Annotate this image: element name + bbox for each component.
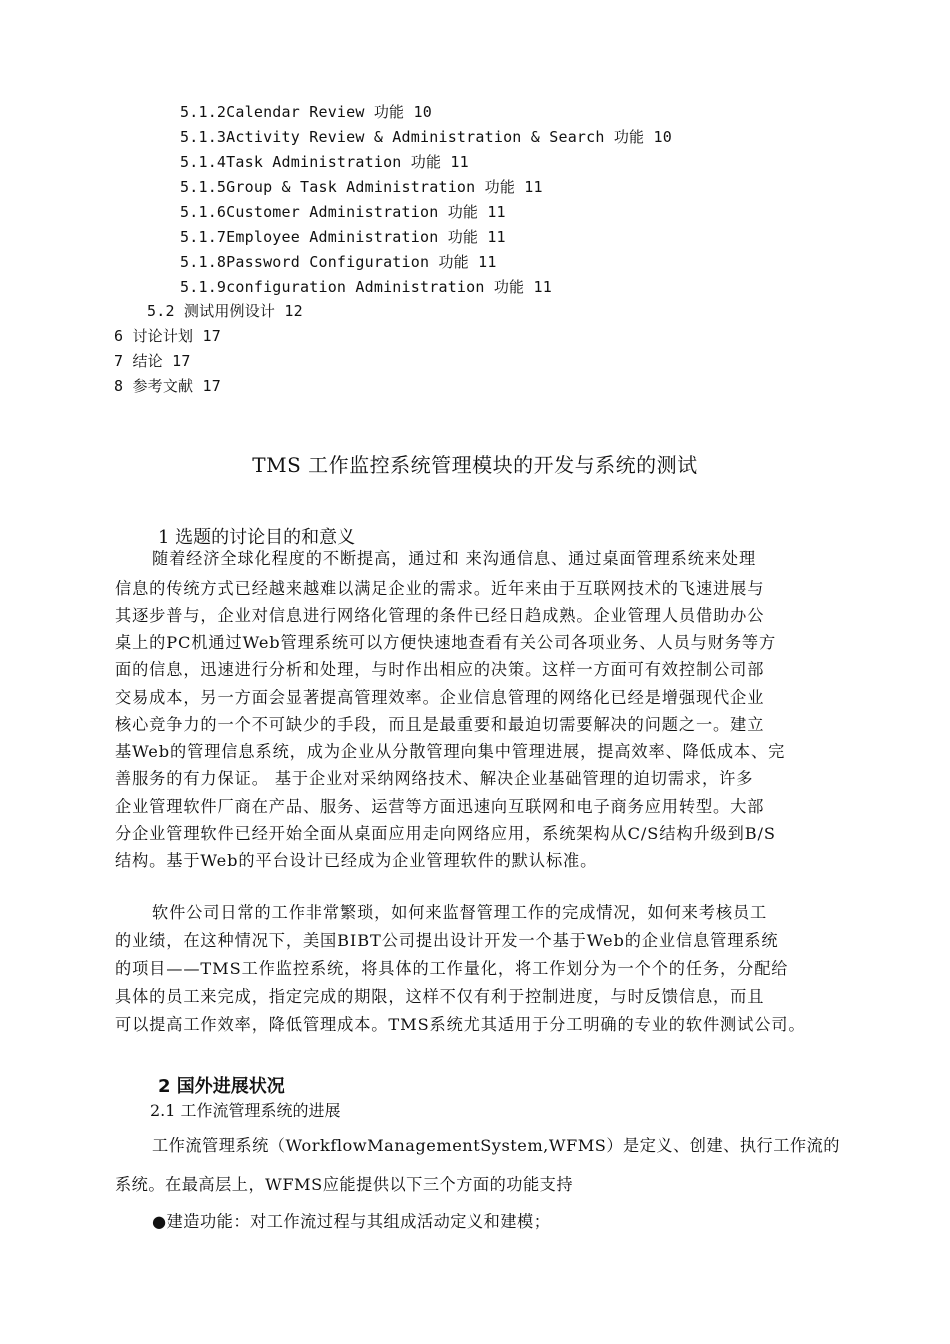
toc-item: 5.1.6Customer Administration 功能 11 <box>180 203 506 221</box>
paragraph-line: 其逐步普与，企业对信息进行网络化管理的条件已经日趋成熟。企业管理人员借助办公 <box>115 606 765 625</box>
paragraph-line: 分企业管理软件已经开始全面从桌面应用走向网络应用，系统架构从C/S结构升级到B/S <box>115 824 776 843</box>
paragraph-line: 的项目——TMS工作监控系统，将具体的工作量化，将工作划分为一个个的任务，分配给 <box>115 959 789 978</box>
toc-item: 5.1.7Employee Administration 功能 11 <box>180 228 506 246</box>
paragraph-line: 交易成本，另一方面会显著提高管理效率。企业信息管理的网络化已经是增强现代企业 <box>115 688 765 707</box>
paragraph-line: 核心竞争力的一个不可缺少的手段，而且是最重要和最迫切需要解决的问题之一。建立 <box>115 715 765 734</box>
section-heading: 2 国外进展状况 <box>158 1076 285 1097</box>
paragraph-line: 信息的传统方式已经越来越难以满足企业的需求。近年来由于互联网技术的飞速进展与 <box>115 579 765 598</box>
paragraph-line: 面的信息，迅速进行分析和处理，与时作出相应的决策。这样一方面可有效控制公司部 <box>115 660 765 679</box>
paragraph-line: 软件公司日常的工作非常繁琐，如何来监督管理工作的完成情况，如何来考核员工 <box>152 903 768 922</box>
paragraph-line: 工作流管理系统（WorkflowManagementSystem,WFMS）是定义、创建、执行工作流的 <box>152 1136 840 1155</box>
toc-item: 5.1.2Calendar Review 功能 10 <box>180 103 432 121</box>
toc-item: 5.1.5Group & Task Administration 功能 11 <box>180 178 543 196</box>
bullet-line: ●建造功能：对工作流过程与其组成活动定义和建模； <box>152 1212 551 1231</box>
paragraph-line: 善服务的有力保证。 基于企业对采纳网络技术、解决企业基础管理的迫切需求，许多 <box>115 769 754 788</box>
toc-item: 5.1.8Password Configuration 功能 11 <box>180 253 497 271</box>
paragraph-line: 桌上的PC机通过Web管理系统可以方便快速地查看有关公司各项业务、人员与财务等方 <box>115 633 777 652</box>
toc-item: 5.1.4Task Administration 功能 11 <box>180 153 469 171</box>
paragraph-line: 随着经济全球化程度的不断提高，通过和 来沟通信息、通过桌面管理系统来处理 <box>152 549 757 568</box>
toc-item: 8 参考文献 17 <box>114 377 221 395</box>
subsection-heading: 2.1 工作流管理系统的进展 <box>150 1101 341 1120</box>
paragraph-line: 可以提高工作效率，降低管理成本。TMS系统尤其适用于分工明确的专业的软件测试公司。 <box>115 1015 806 1034</box>
paragraph-line: 系统。在最高层上，WFMS应能提供以下三个方面的功能支持 <box>115 1175 574 1194</box>
paragraph-line: 基Web的管理信息系统，成为企业从分散管理向集中管理进展，提高效率、降低成本、完 <box>115 742 786 761</box>
toc-item: 7 结论 17 <box>114 352 191 370</box>
paragraph-line: 结构。基于Web的平台设计已经成为企业管理软件的默认标准。 <box>115 851 598 870</box>
paragraph-line: 具体的员工来完成，指定完成的期限，这样不仅有利于控制进度，与时反馈信息，而且 <box>115 987 765 1006</box>
toc-item: 5.2 测试用例设计 12 <box>147 302 303 320</box>
section-heading: 1 选题的讨论目的和意义 <box>158 527 356 548</box>
paragraph-line: 企业管理软件厂商在产品、服务、运营等方面迅速向互联网和电子商务应用转型。大部 <box>115 797 765 816</box>
paragraph-line: 的业绩，在这种情况下，美国BIBT公司提出设计开发一个基于Web的企业信息管理系统 <box>115 931 779 950</box>
toc-item: 5.1.9configuration Administration 功能 11 <box>180 278 552 296</box>
toc-item: 6 讨论计划 17 <box>114 327 221 345</box>
toc-item: 5.1.3Activity Review & Administration & Search 功能 10 <box>180 128 672 146</box>
document-title: TMS 工作监控系统管理模块的开发与系统的测试 <box>252 453 698 477</box>
